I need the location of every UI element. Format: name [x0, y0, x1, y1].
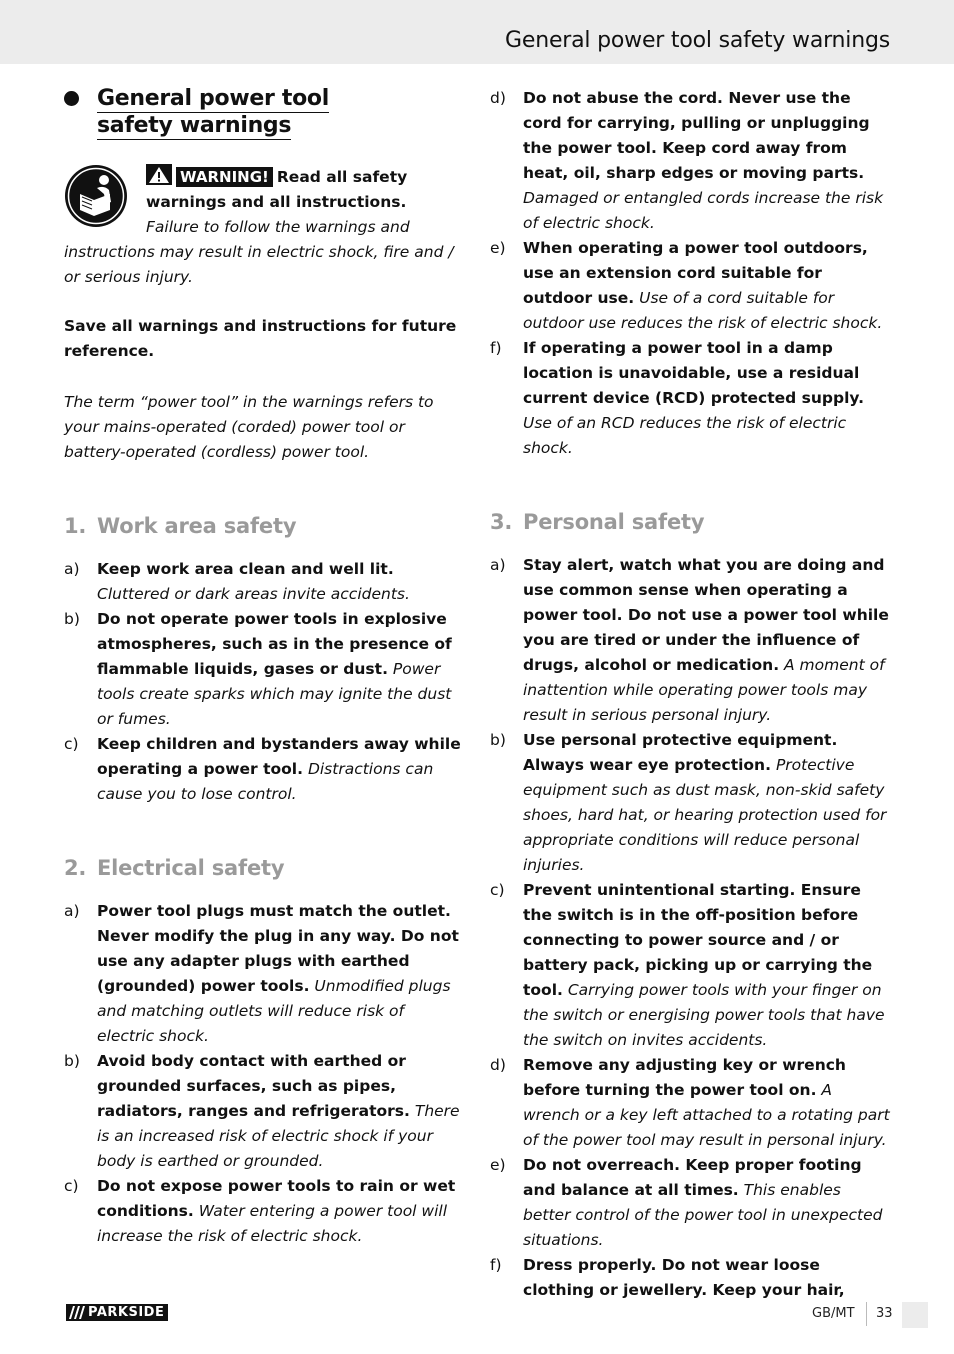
- item-label: a): [64, 902, 80, 920]
- item-body: [523, 878, 890, 1053]
- item-italic-text: A moment of inattention while operating power tools may result in serious personal injury.: [523, 656, 885, 724]
- warning-badge: WARNING!: [176, 167, 273, 187]
- section-title: Electrical safety: [97, 856, 285, 880]
- item-body: [97, 1174, 464, 1249]
- item-bold-text: Prevent unintentional starting. Ensure the switch is in the off-position before connecting to power source and / or battery pack, picking up or carrying the tool.: [523, 881, 873, 999]
- item-italic-text: Unmodified plugs and matching outlets will reduce risk of electric shock.: [97, 977, 451, 1045]
- list-item: [490, 336, 890, 461]
- list-item: [490, 728, 890, 878]
- list-item: [490, 1253, 890, 1303]
- main-heading-line1: General power tool: [97, 86, 329, 111]
- list-item: [490, 236, 890, 336]
- item-bold-text: Do not abuse the cord. Never use the cord for carrying, pulling or unplugging the power tool. Keep cord away from heat, oil, sharp edges or moving parts.: [523, 89, 870, 182]
- item-label: b): [490, 731, 506, 749]
- item-label: d): [490, 89, 506, 107]
- item-italic-text: Carrying power tools with your finger on the switch or energising power tools that have the switch on invites accidents.: [523, 981, 885, 1049]
- item-italic-text: Distractions can cause you to lose control.: [97, 760, 434, 803]
- item-bold-text: Avoid body contact with earthed or grounded surfaces, such as pipes, radiators, ranges and refrigerators.: [97, 1052, 410, 1120]
- list-item: [490, 1153, 890, 1253]
- item-body: [523, 1053, 890, 1153]
- main-heading-line2: safety warnings: [97, 113, 292, 138]
- section-work-area: [64, 513, 464, 807]
- list-item: [490, 1053, 890, 1153]
- page-number: 33: [876, 1306, 893, 1321]
- right-column: [490, 86, 890, 1303]
- main-heading: [64, 86, 464, 140]
- item-label: a): [490, 556, 506, 574]
- list-item: [490, 553, 890, 728]
- item-bold-text: Remove any adjusting key or wrench before turning the power tool on.: [523, 1056, 846, 1099]
- item-italic-text: Use of an RCD reduces the risk of electric shock.: [523, 414, 847, 457]
- list-item: [64, 1049, 464, 1174]
- item-bold-text: If operating a power tool in a damp location is unavoidable, use a residual current device (RCD) protected supply.: [523, 339, 864, 407]
- list-item: [64, 899, 464, 1049]
- item-body: [523, 553, 890, 728]
- item-italic-text: Damaged or entangled cords increase the risk of electric shock.: [523, 189, 884, 232]
- item-body: [97, 607, 464, 732]
- item-italic-text: This enables better control of the power tool in unexpected situations.: [523, 1181, 883, 1249]
- section-number: 2.: [64, 856, 87, 880]
- term-definition-text: The term “power tool” in the warnings refers to your mains-operated (corded) power tool or battery-operated (cordless) power tool.: [64, 393, 434, 461]
- list-item: [490, 86, 890, 236]
- item-bold-text: Stay alert, watch what you are doing and use common sense when operating a power tool. Do not use a power tool while you are tired or under the influence of drugs, alcohol or medication.: [523, 556, 889, 674]
- item-bold-text: Do not expose power tools to rain or wet conditions.: [97, 1177, 456, 1220]
- section-heading: [64, 513, 464, 539]
- footer-tab: [902, 1302, 928, 1328]
- item-italic-text: Water entering a power tool will increase the risk of electric shock.: [97, 1202, 448, 1245]
- item-body: [97, 899, 464, 1049]
- item-label: b): [64, 610, 80, 628]
- item-italic-text: Cluttered or dark areas invite accidents.: [97, 585, 410, 603]
- item-label: f): [490, 339, 502, 357]
- item-bold-text: Do not operate power tools in explosive atmospheres, such as in the presence of flammable liquids, gases or dust.: [97, 610, 452, 678]
- item-bold-text: Keep children and bystanders away while operating a power tool.: [97, 735, 461, 778]
- section-title: Personal safety: [523, 510, 705, 534]
- footer-language: GB/MT: [812, 1306, 855, 1321]
- item-body: [97, 732, 464, 807]
- item-italic-text: Power tools create sparks which may ignite the dust or fumes.: [97, 660, 452, 728]
- section-personal: [490, 509, 890, 1303]
- item-body: [523, 1253, 890, 1303]
- item-italic-text: Use of a cord suitable for outdoor use reduces the risk of electric shock.: [523, 289, 883, 332]
- item-body: [97, 1049, 464, 1174]
- warning-block: [64, 164, 464, 290]
- item-label: a): [64, 560, 80, 578]
- list-item: [64, 1174, 464, 1249]
- bullet-icon: [64, 91, 79, 106]
- logo-stripes-icon: [66, 1304, 86, 1321]
- item-bold-text: Do not overreach. Keep proper footing and balance at all times.: [523, 1156, 862, 1199]
- item-label: e): [490, 239, 506, 257]
- item-italic-text: A wrench or a key left attached to a rotating part of the power tool may result in personal injury.: [523, 1081, 890, 1149]
- item-bold-text: Dress properly. Do not wear loose clothing or jewellery. Keep your hair,: [523, 1256, 845, 1299]
- item-label: f): [490, 1256, 502, 1274]
- parkside-logo: [66, 1304, 168, 1321]
- left-column: [64, 86, 464, 1249]
- section-number: 1.: [64, 514, 87, 538]
- list-item: [64, 732, 464, 807]
- item-body: [97, 557, 464, 607]
- item-bold-text: Use personal protective equipment. Always wear eye protection.: [523, 731, 838, 774]
- item-body: [523, 1153, 890, 1253]
- item-body: [523, 728, 890, 878]
- section-heading: [490, 509, 890, 535]
- footer-divider: [866, 1302, 867, 1326]
- item-label: c): [64, 735, 79, 753]
- item-bold-text: Power tool plugs must match the outlet. Never modify the plug in any way. Do not use any adapter plugs with earthed (grounded) power tools.: [97, 902, 459, 995]
- warning-triangle-icon: [146, 164, 172, 185]
- save-instructions-text: Save all warnings and instructions for future reference.: [64, 317, 457, 360]
- list-item: [64, 607, 464, 732]
- warning-bold-text: Read all safety warnings and all instructions.: [146, 168, 408, 211]
- section-electrical: [64, 855, 464, 1249]
- item-label: d): [490, 1056, 506, 1074]
- item-bold-text: Keep work area clean and well lit.: [97, 560, 394, 578]
- logo-text: PARKSIDE: [88, 1305, 165, 1320]
- read-manual-icon: [64, 164, 128, 228]
- item-label: c): [490, 881, 505, 899]
- list-item: [490, 878, 890, 1053]
- section-number: 3.: [490, 510, 513, 534]
- item-italic-text: There is an increased risk of electric shock if your body is earthed or grounded.: [97, 1102, 460, 1170]
- section-title: Work area safety: [97, 514, 297, 538]
- item-label: c): [64, 1177, 79, 1195]
- item-bold-text: When operating a power tool outdoors, use an extension cord suitable for outdoor use.: [523, 239, 868, 307]
- item-label: e): [490, 1156, 506, 1174]
- item-body: [523, 86, 890, 236]
- page-header-title: General power tool safety warnings: [505, 28, 890, 53]
- item-label: b): [64, 1052, 80, 1070]
- section-heading: [64, 855, 464, 881]
- item-italic-text: Protective equipment such as dust mask, non-skid safety shoes, hard hat, or hearing protection used for appropriate conditions will reduce personal injuries.: [523, 756, 887, 874]
- list-item: [64, 557, 464, 607]
- warning-italic-text: Failure to follow the warnings and instructions may result in electric shock, fire and / or serious injury.: [64, 218, 454, 286]
- item-body: [523, 236, 890, 336]
- item-body: [523, 336, 890, 461]
